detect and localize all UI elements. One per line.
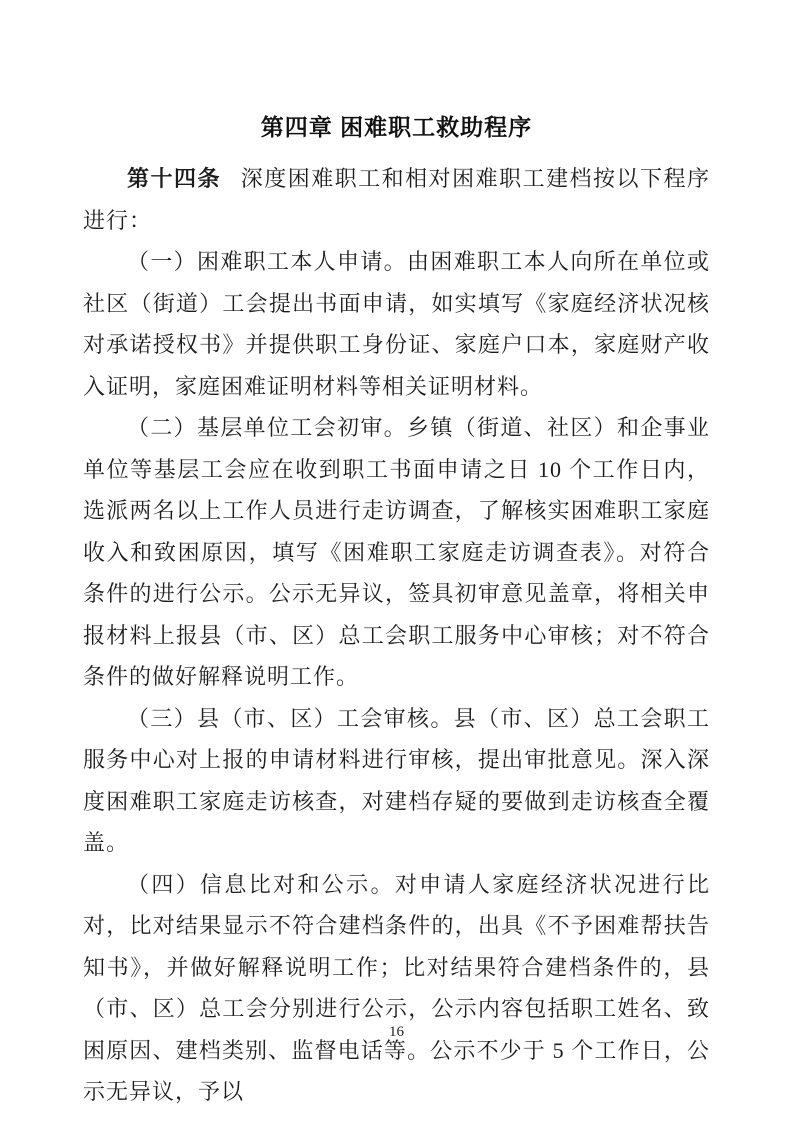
paragraph-item-3: （三）县（市、区）工会审核。县（市、区）总工会职工服务中心对上报的申请材料进行审核，提出审批意见。深入深度困难职工家庭走访核查，对建档存疑的要做到走访核查全覆盖。 — [83, 705, 710, 855]
article-number-label: 第十四条 — [127, 166, 221, 191]
document-body — [83, 158, 710, 1113]
paragraph-text: 深度困难职工和相对困难职工建档按以下程序进行： — [83, 166, 710, 233]
page-number: 16 — [389, 1024, 404, 1040]
paragraph-article-14 — [83, 158, 710, 241]
paragraph-item-2: （二）基层单位工会初审。乡镇（街道、社区）和企事业单位等基层工会应在收到职工书面申请之日 10 个工作日内，选派两名以上工作人员进行走访调查，了解核实困难职工家庭收入和致困原因，填写《困难职工家庭走访调查表》。对符合条件的进行公示。公示无异议，签具初审意见盖章，将相关申报材料上报县（市、区）总工会职工服务中心审核；对不符合条件的做好解释说明工作。 — [83, 415, 710, 689]
paragraph-item-1: （一）困难职工本人申请。由困难职工本人向所在单位或社区（街道）工会提出书面申请，如实填写《家庭经济状况核对承诺授权书》并提供职工身份证、家庭户口本，家庭财产收入证明，家庭困难证明材料等相关证明材料。 — [83, 249, 710, 399]
paragraph-item-4: （四）信息比对和公示。对申请人家庭经济状况进行比对，比对结果显示不符合建档条件的，出具《不予困难帮扶告知书》，并做好解释说明工作；比对结果符合建档条件的，县（市、区）总工会分别进行公示，公示内容包括职工姓名、致困原因、建档类别、监督电话等。公示不少于 5 个工作日，公示无异议，予以 — [83, 871, 710, 1104]
chapter-heading: 第四章 困难职工救助程序 — [260, 114, 533, 140]
